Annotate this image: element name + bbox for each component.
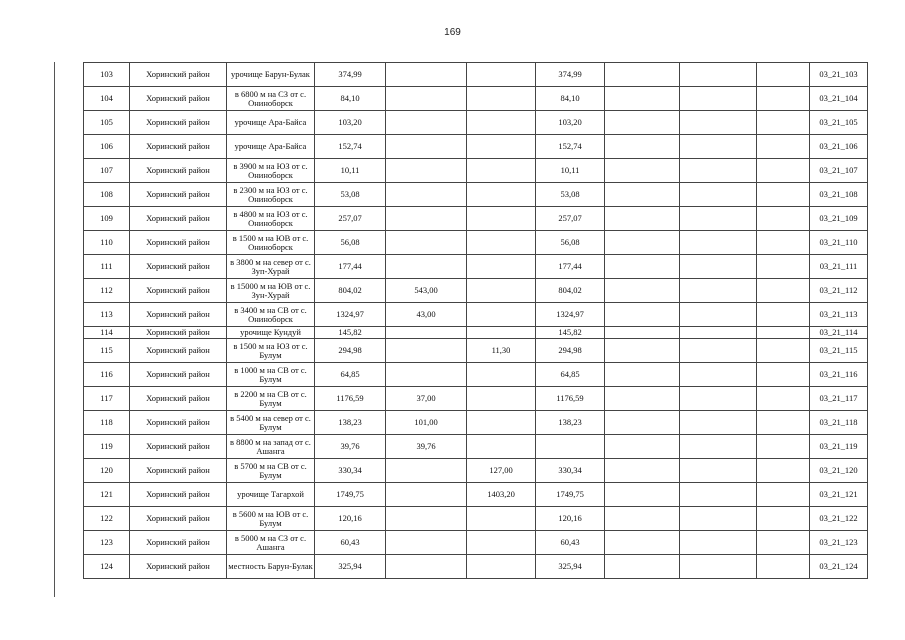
area-col4-cell: 103,20	[536, 111, 605, 135]
area-total-cell: 1749,75	[315, 483, 386, 507]
row-number-cell: 106	[84, 135, 130, 159]
location-cell: в 3400 м на СВ от с. Ониноборск	[227, 303, 315, 327]
table-row	[84, 435, 868, 459]
area-col2-cell	[386, 555, 467, 579]
row-number-cell: 122	[84, 507, 130, 531]
row-number-cell: 124	[84, 555, 130, 579]
district-cell: Хоринский район	[130, 363, 227, 387]
location-cell: урочище Ара-Байса	[227, 111, 315, 135]
area-col6-cell	[680, 555, 757, 579]
area-col2-cell	[386, 255, 467, 279]
code-cell: 03_21_107	[810, 159, 868, 183]
area-total-cell: 374,99	[315, 63, 386, 87]
area-total-cell: 330,34	[315, 459, 386, 483]
area-col2-cell	[386, 339, 467, 363]
area-col6-cell	[680, 255, 757, 279]
area-col5-cell	[605, 435, 680, 459]
area-total-cell: 53,08	[315, 183, 386, 207]
area-col6-cell	[680, 111, 757, 135]
area-col4-cell: 294,98	[536, 339, 605, 363]
location-cell: в 5700 м на СВ от с. Булум	[227, 459, 315, 483]
code-cell: 03_21_120	[810, 459, 868, 483]
area-col3-cell	[467, 135, 536, 159]
row-number-cell: 117	[84, 387, 130, 411]
table-row	[84, 207, 868, 231]
area-col3-cell	[467, 231, 536, 255]
area-total-cell: 39,76	[315, 435, 386, 459]
area-col2-cell	[386, 531, 467, 555]
table-row	[84, 63, 868, 87]
area-col6-cell	[680, 231, 757, 255]
district-cell: Хоринский район	[130, 339, 227, 363]
area-col3-cell	[467, 327, 536, 339]
left-margin-rule	[54, 62, 55, 597]
area-col7-cell	[757, 327, 810, 339]
area-col4-cell: 257,07	[536, 207, 605, 231]
district-cell: Хоринский район	[130, 183, 227, 207]
table-row	[84, 339, 868, 363]
table-row	[84, 87, 868, 111]
row-number-cell: 114	[84, 327, 130, 339]
district-cell: Хоринский район	[130, 387, 227, 411]
location-cell: в 1500 м на ЮВ от с. Ониноборск	[227, 231, 315, 255]
district-cell: Хоринский район	[130, 231, 227, 255]
district-cell: Хоринский район	[130, 63, 227, 87]
area-col4-cell: 53,08	[536, 183, 605, 207]
district-cell: Хоринский район	[130, 135, 227, 159]
code-cell: 03_21_110	[810, 231, 868, 255]
area-col6-cell	[680, 279, 757, 303]
area-col5-cell	[605, 459, 680, 483]
row-number-cell: 109	[84, 207, 130, 231]
area-col4-cell	[536, 435, 605, 459]
code-cell: 03_21_121	[810, 483, 868, 507]
area-col7-cell	[757, 135, 810, 159]
row-number-cell: 119	[84, 435, 130, 459]
location-cell: в 3900 м на ЮЗ от с. Ониноборск	[227, 159, 315, 183]
area-col6-cell	[680, 459, 757, 483]
area-col5-cell	[605, 135, 680, 159]
area-col3-cell	[467, 111, 536, 135]
code-cell: 03_21_109	[810, 207, 868, 231]
area-col2-cell: 543,00	[386, 279, 467, 303]
area-col6-cell	[680, 159, 757, 183]
area-col5-cell	[605, 507, 680, 531]
area-total-cell: 294,98	[315, 339, 386, 363]
area-col3-cell: 1403,20	[467, 483, 536, 507]
area-col5-cell	[605, 279, 680, 303]
area-col5-cell	[605, 303, 680, 327]
area-col7-cell	[757, 339, 810, 363]
area-col3-cell: 127,00	[467, 459, 536, 483]
area-col6-cell	[680, 507, 757, 531]
table-row	[84, 483, 868, 507]
location-cell: в 1000 м на СВ от с. Булум	[227, 363, 315, 387]
area-col6-cell	[680, 531, 757, 555]
area-col6-cell	[680, 387, 757, 411]
table-row	[84, 303, 868, 327]
area-col6-cell	[680, 207, 757, 231]
district-cell: Хоринский район	[130, 531, 227, 555]
area-total-cell: 1324,97	[315, 303, 386, 327]
area-col3-cell	[467, 159, 536, 183]
district-cell: Хоринский район	[130, 459, 227, 483]
area-col4-cell: 1324,97	[536, 303, 605, 327]
code-cell: 03_21_108	[810, 183, 868, 207]
area-col6-cell	[680, 87, 757, 111]
area-col2-cell	[386, 183, 467, 207]
district-cell: Хоринский район	[130, 555, 227, 579]
area-col5-cell	[605, 411, 680, 435]
district-cell: Хоринский район	[130, 483, 227, 507]
district-cell: Хоринский район	[130, 111, 227, 135]
area-col3-cell	[467, 63, 536, 87]
table-row	[84, 507, 868, 531]
table-row	[84, 231, 868, 255]
area-total-cell: 257,07	[315, 207, 386, 231]
table-row	[84, 183, 868, 207]
table-row	[84, 363, 868, 387]
area-col2-cell: 37,00	[386, 387, 467, 411]
district-cell: Хоринский район	[130, 159, 227, 183]
area-col4-cell: 145,82	[536, 327, 605, 339]
location-cell: урочище Тагархой	[227, 483, 315, 507]
district-cell: Хоринский район	[130, 255, 227, 279]
area-col2-cell: 101,00	[386, 411, 467, 435]
data-table	[83, 62, 868, 579]
code-cell: 03_21_113	[810, 303, 868, 327]
area-col7-cell	[757, 411, 810, 435]
row-number-cell: 107	[84, 159, 130, 183]
table-row	[84, 531, 868, 555]
area-col4-cell: 56,08	[536, 231, 605, 255]
table-row	[84, 459, 868, 483]
location-cell: урочище Ара-Байса	[227, 135, 315, 159]
district-cell: Хоринский район	[130, 435, 227, 459]
area-total-cell: 177,44	[315, 255, 386, 279]
row-number-cell: 111	[84, 255, 130, 279]
area-total-cell: 145,82	[315, 327, 386, 339]
table-row	[84, 555, 868, 579]
area-col6-cell	[680, 183, 757, 207]
row-number-cell: 120	[84, 459, 130, 483]
area-total-cell: 1176,59	[315, 387, 386, 411]
area-col4-cell: 804,02	[536, 279, 605, 303]
location-cell: в 5400 м на север от с. Булум	[227, 411, 315, 435]
area-col4-cell: 1176,59	[536, 387, 605, 411]
row-number-cell: 113	[84, 303, 130, 327]
area-col2-cell	[386, 507, 467, 531]
area-col5-cell	[605, 159, 680, 183]
area-col6-cell	[680, 339, 757, 363]
row-number-cell: 116	[84, 363, 130, 387]
area-col3-cell	[467, 183, 536, 207]
row-number-cell: 121	[84, 483, 130, 507]
area-col7-cell	[757, 255, 810, 279]
code-cell: 03_21_117	[810, 387, 868, 411]
area-col5-cell	[605, 339, 680, 363]
district-cell: Хоринский район	[130, 207, 227, 231]
area-col4-cell: 64,85	[536, 363, 605, 387]
area-col3-cell	[467, 435, 536, 459]
area-col4-cell: 325,94	[536, 555, 605, 579]
area-col4-cell: 374,99	[536, 63, 605, 87]
area-total-cell: 103,20	[315, 111, 386, 135]
code-cell: 03_21_106	[810, 135, 868, 159]
area-col5-cell	[605, 183, 680, 207]
area-total-cell: 804,02	[315, 279, 386, 303]
area-col2-cell	[386, 111, 467, 135]
table-row	[84, 279, 868, 303]
row-number-cell: 104	[84, 87, 130, 111]
area-col5-cell	[605, 387, 680, 411]
code-cell: 03_21_118	[810, 411, 868, 435]
location-cell: в 15000 м на ЮВ от с. Зун-Хурай	[227, 279, 315, 303]
area-col2-cell: 43,00	[386, 303, 467, 327]
area-col5-cell	[605, 255, 680, 279]
table-row	[84, 111, 868, 135]
location-cell: в 8800 м на запад от с. Ашанга	[227, 435, 315, 459]
area-col3-cell: 11,30	[467, 339, 536, 363]
code-cell: 03_21_112	[810, 279, 868, 303]
area-col7-cell	[757, 279, 810, 303]
row-number-cell: 103	[84, 63, 130, 87]
area-col5-cell	[605, 327, 680, 339]
row-number-cell: 118	[84, 411, 130, 435]
location-cell: урочище Барун-Булак	[227, 63, 315, 87]
location-cell: в 3800 м на север от с. Зуп-Хурай	[227, 255, 315, 279]
area-col4-cell: 84,10	[536, 87, 605, 111]
area-col3-cell	[467, 363, 536, 387]
location-cell: в 2200 м на СВ от с. Булум	[227, 387, 315, 411]
location-cell: в 6800 м на СЗ от с. Ониноборск	[227, 87, 315, 111]
area-total-cell: 138,23	[315, 411, 386, 435]
district-cell: Хоринский район	[130, 87, 227, 111]
area-col7-cell	[757, 531, 810, 555]
area-col2-cell: 39,76	[386, 435, 467, 459]
area-col4-cell: 1749,75	[536, 483, 605, 507]
area-col7-cell	[757, 87, 810, 111]
area-col5-cell	[605, 63, 680, 87]
area-col7-cell	[757, 183, 810, 207]
area-total-cell: 64,85	[315, 363, 386, 387]
area-col2-cell	[386, 327, 467, 339]
table-row	[84, 135, 868, 159]
row-number-cell: 110	[84, 231, 130, 255]
area-col2-cell	[386, 87, 467, 111]
code-cell: 03_21_116	[810, 363, 868, 387]
row-number-cell: 108	[84, 183, 130, 207]
row-number-cell: 123	[84, 531, 130, 555]
district-cell: Хоринский район	[130, 279, 227, 303]
area-col4-cell: 152,74	[536, 135, 605, 159]
area-col6-cell	[680, 435, 757, 459]
area-col7-cell	[757, 387, 810, 411]
code-cell: 03_21_123	[810, 531, 868, 555]
code-cell: 03_21_111	[810, 255, 868, 279]
area-total-cell: 56,08	[315, 231, 386, 255]
area-col7-cell	[757, 363, 810, 387]
area-col3-cell	[467, 555, 536, 579]
area-col6-cell	[680, 363, 757, 387]
district-cell: Хоринский район	[130, 507, 227, 531]
code-cell: 03_21_115	[810, 339, 868, 363]
location-cell: местность Барун-Булак	[227, 555, 315, 579]
code-cell: 03_21_105	[810, 111, 868, 135]
area-col5-cell	[605, 363, 680, 387]
area-col7-cell	[757, 459, 810, 483]
area-col5-cell	[605, 231, 680, 255]
table-row	[84, 387, 868, 411]
area-col6-cell	[680, 483, 757, 507]
area-col2-cell	[386, 483, 467, 507]
code-cell: 03_21_103	[810, 63, 868, 87]
area-col4-cell: 330,34	[536, 459, 605, 483]
table-row	[84, 255, 868, 279]
table-body	[84, 63, 868, 579]
location-cell: в 1500 м на ЮЗ от с. Булум	[227, 339, 315, 363]
area-col5-cell	[605, 111, 680, 135]
area-col7-cell	[757, 159, 810, 183]
area-col2-cell	[386, 207, 467, 231]
district-cell: Хоринский район	[130, 303, 227, 327]
area-col5-cell	[605, 207, 680, 231]
area-col7-cell	[757, 63, 810, 87]
area-col2-cell	[386, 231, 467, 255]
area-col6-cell	[680, 327, 757, 339]
district-cell: Хоринский район	[130, 411, 227, 435]
location-cell: в 4800 м на ЮЗ от с. Ониноборск	[227, 207, 315, 231]
area-col3-cell	[467, 207, 536, 231]
row-number-cell: 105	[84, 111, 130, 135]
area-total-cell: 60,43	[315, 531, 386, 555]
page-number: 169	[444, 27, 461, 38]
area-col2-cell	[386, 459, 467, 483]
code-cell: 03_21_122	[810, 507, 868, 531]
area-col7-cell	[757, 207, 810, 231]
area-col4-cell: 138,23	[536, 411, 605, 435]
area-col3-cell	[467, 279, 536, 303]
code-cell: 03_21_119	[810, 435, 868, 459]
area-col4-cell: 10,11	[536, 159, 605, 183]
area-col4-cell: 60,43	[536, 531, 605, 555]
area-col7-cell	[757, 483, 810, 507]
area-col3-cell	[467, 255, 536, 279]
row-number-cell: 115	[84, 339, 130, 363]
area-col2-cell	[386, 63, 467, 87]
area-col7-cell	[757, 111, 810, 135]
area-total-cell: 120,16	[315, 507, 386, 531]
table-row	[84, 411, 868, 435]
area-col4-cell: 120,16	[536, 507, 605, 531]
area-total-cell: 10,11	[315, 159, 386, 183]
area-total-cell: 152,74	[315, 135, 386, 159]
code-cell: 03_21_104	[810, 87, 868, 111]
area-col6-cell	[680, 411, 757, 435]
area-col3-cell	[467, 387, 536, 411]
table-row	[84, 327, 868, 339]
area-col2-cell	[386, 159, 467, 183]
area-col4-cell: 177,44	[536, 255, 605, 279]
area-col5-cell	[605, 531, 680, 555]
row-number-cell: 112	[84, 279, 130, 303]
location-cell: в 5600 м на ЮВ от с. Булум	[227, 507, 315, 531]
area-col6-cell	[680, 303, 757, 327]
district-cell: Хоринский район	[130, 327, 227, 339]
table-row	[84, 159, 868, 183]
location-cell: урочище Кундуй	[227, 327, 315, 339]
area-total-cell: 325,94	[315, 555, 386, 579]
area-col3-cell	[467, 87, 536, 111]
area-col7-cell	[757, 507, 810, 531]
area-col3-cell	[467, 411, 536, 435]
area-col3-cell	[467, 303, 536, 327]
area-col5-cell	[605, 483, 680, 507]
area-col6-cell	[680, 135, 757, 159]
location-cell: в 2300 м на ЮЗ от с. Ониноборск	[227, 183, 315, 207]
area-col3-cell	[467, 531, 536, 555]
area-col2-cell	[386, 363, 467, 387]
area-col3-cell	[467, 507, 536, 531]
location-cell: в 5000 м на СЗ от с. Ашанга	[227, 531, 315, 555]
area-col6-cell	[680, 63, 757, 87]
area-col7-cell	[757, 555, 810, 579]
area-col7-cell	[757, 303, 810, 327]
area-col2-cell	[386, 135, 467, 159]
area-total-cell: 84,10	[315, 87, 386, 111]
code-cell: 03_21_124	[810, 555, 868, 579]
area-col5-cell	[605, 555, 680, 579]
area-col7-cell	[757, 435, 810, 459]
area-col5-cell	[605, 87, 680, 111]
code-cell: 03_21_114	[810, 327, 868, 339]
area-col7-cell	[757, 231, 810, 255]
